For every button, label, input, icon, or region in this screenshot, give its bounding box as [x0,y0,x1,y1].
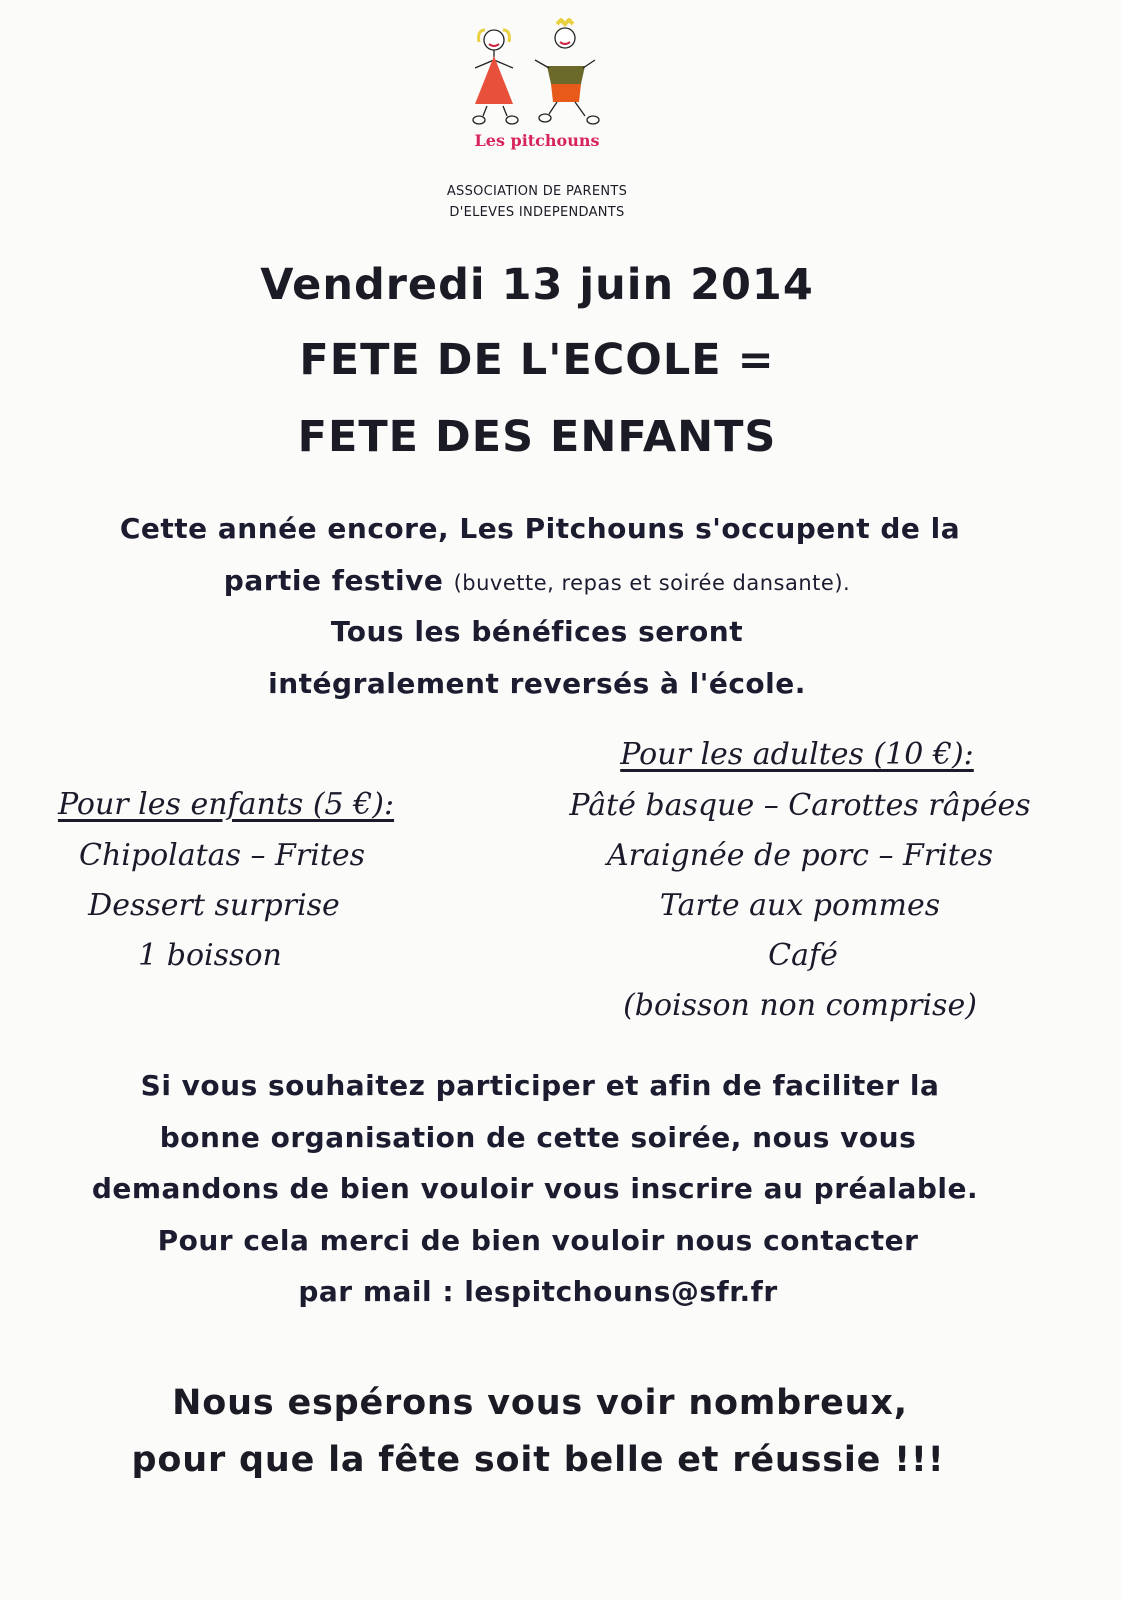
children-drawing-icon [455,18,625,128]
adults-menu-item: Pâté basque – Carottes râpées [569,788,1031,823]
intro-line-4: intégralement reversés à l'école. [268,667,806,700]
registration-line: demandons de bien vouloir vous inscrire au préalable. [91,1172,979,1205]
adults-menu-title: Pour les adultes (10 €): [620,737,974,772]
event-title-line-2: FETE DES ENFANTS [297,412,777,462]
registration-email-line: par mail : lespitchouns@sfr.fr [298,1275,778,1308]
logo [455,18,625,128]
adults-menu-item: Tarte aux pommes [659,888,941,923]
intro-line-1: Cette année encore, Les Pitchouns s'occupent de la [119,512,961,545]
logo-text: Les pitchouns [474,131,600,150]
intro-small: (buvette, repas et soirée dansante). [453,571,851,595]
association-line-2: D'ELEVES INDEPENDANTS [449,205,625,220]
association-line-1: ASSOCIATION DE PARENTS [446,184,628,199]
closing-line-2: pour que la fête soit belle et réussie !!! [131,1440,945,1480]
children-menu-item: Dessert surprise [88,888,340,923]
intro-line-3: Tous les bénéfices seront [330,615,744,648]
registration-line: Si vous souhaitez participer et afin de faciliter la [140,1069,940,1102]
adults-menu-item: Araignée de porc – Frites [607,838,993,873]
intro-line-2 [224,564,850,597]
event-date: Vendredi 13 juin 2014 [260,260,814,310]
closing-line-1: Nous espérons vous voir nombreux, [172,1383,908,1423]
event-title-line-1: FETE DE L'ECOLE = [299,335,775,385]
children-menu-item: Chipolatas – Frites [79,838,365,873]
children-menu-item: 1 boisson [138,938,282,973]
intro-bold: partie festive [223,564,444,597]
adults-menu-item: Café [768,938,838,973]
children-menu-title: Pour les enfants (5 €): [57,787,395,822]
registration-line: Pour cela merci de bien vouloir nous contacter [157,1224,919,1257]
registration-line: bonne organisation de cette soirée, nous vous [159,1121,917,1154]
adults-menu-item: (boisson non comprise) [623,988,977,1023]
